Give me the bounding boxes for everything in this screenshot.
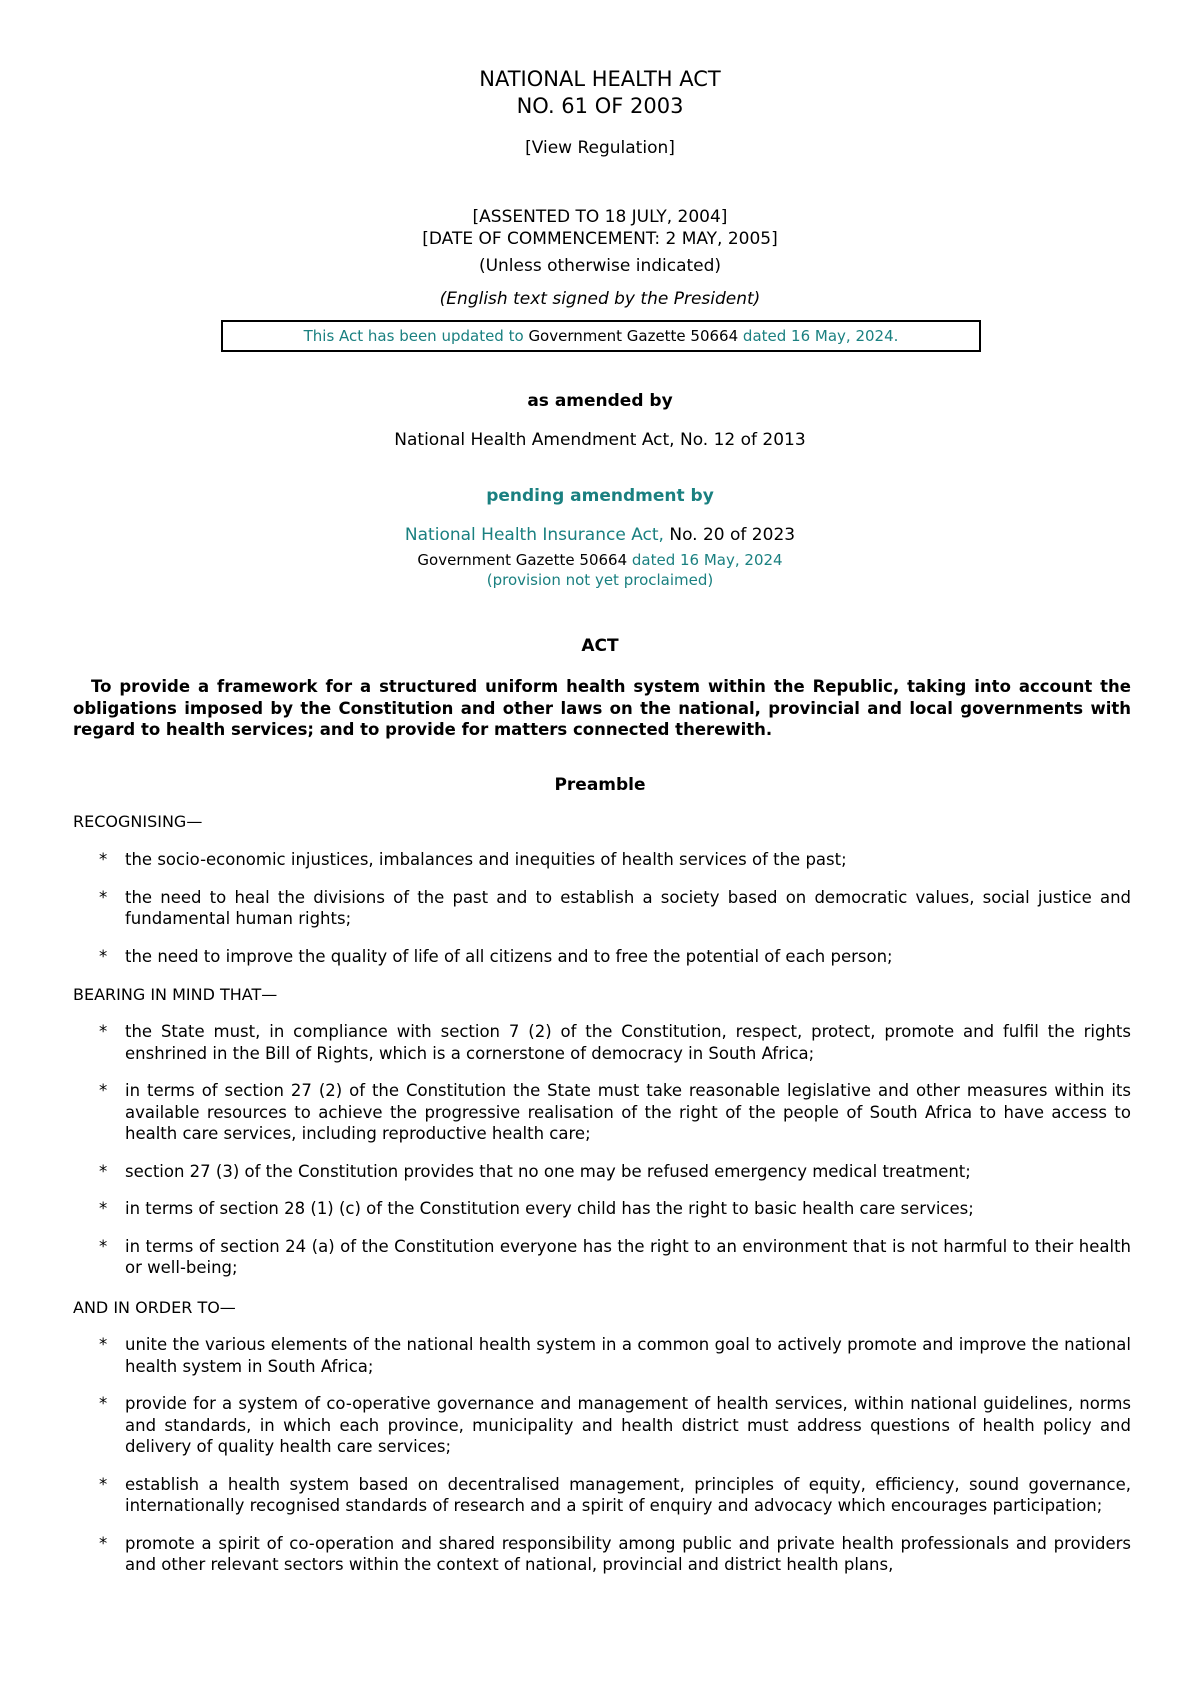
pending-gazette-block xyxy=(0,550,1200,590)
bullet-marker: * xyxy=(99,1533,108,1553)
list-item: * section 27 (3) of the Constitution provides that no one may be refused emergency medical treatment; xyxy=(99,1161,971,1181)
list-item: * the socio-economic injustices, imbalances and inequities of health services of the past; xyxy=(99,850,847,869)
recognising-label: RECOGNISING— xyxy=(73,812,203,831)
order-label: AND IN ORDER TO— xyxy=(73,1298,236,1317)
pending-dated: dated 16 May, 2024 xyxy=(627,551,783,569)
bullet-marker: * xyxy=(99,887,108,907)
amended-by-heading: as amended by xyxy=(527,391,673,411)
assent-block xyxy=(0,206,1200,250)
recognising-list xyxy=(73,849,1131,983)
view-regulation-link[interactable]: [View Regulation] xyxy=(525,138,675,158)
list-item: * the need to improve the quality of life of all citizens and to free the potential of each person; xyxy=(99,946,893,966)
document-title xyxy=(0,66,1200,120)
bullet-marker: * xyxy=(99,1394,108,1413)
list-item: * in terms of section 24 (a) of the Constitution everyone has the right to an environment that is not harmful to their health or well-being; xyxy=(99,1236,1131,1277)
commencement-date: [DATE OF COMMENCEMENT: 2 MAY, 2005] xyxy=(422,229,778,249)
bullet-marker: * xyxy=(99,1335,108,1354)
amending-act: National Health Amendment Act, No. 12 of 2013 xyxy=(394,430,806,450)
list-item: * establish a health system based on decentralised management, principles of equity, efficiency, sound governance, internationally recognised standards of research and a spirit of enquiry and advocacy which encourages participation; xyxy=(99,1474,1131,1515)
bearing-label: BEARING IN MIND THAT— xyxy=(73,985,278,1004)
bullet-marker: * xyxy=(99,1199,108,1218)
update-suffix: dated 16 May, 2024. xyxy=(738,327,899,345)
pending-note: (provision not yet proclaimed) xyxy=(486,571,714,589)
list-item: * promote a spirit of co-operation and shared responsibility among public and private health professionals and providers and other relevant sectors within the context of national, provincial and district health plans, xyxy=(99,1533,1131,1574)
order-list xyxy=(73,1334,1131,1592)
act-long-title: To provide a framework for a structured uniform health system within the Republic, taking into account the obligations imposed by the Constitution and other laws on the national, provincial and local governments with regard to health services; and to provide for matters connected therewith. xyxy=(73,677,1131,739)
bullet-marker: * xyxy=(99,850,108,869)
bullet-marker: * xyxy=(99,946,108,966)
assented-date: [ASSENTED TO 18 JULY, 2004] xyxy=(472,207,728,227)
pending-act-link[interactable]: National Health Insurance Act, xyxy=(404,525,664,545)
pending-gazette-line xyxy=(0,550,1200,570)
preamble-heading: Preamble xyxy=(554,775,646,795)
list-item: * the need to heal the divisions of the past and to establish a society based on democratic values, social justice and fundamental human rights; xyxy=(99,887,1131,928)
bullet-marker: * xyxy=(99,1161,108,1181)
list-item: * in terms of section 28 (1) (c) of the Constitution every child has the right to basic health care services; xyxy=(99,1199,974,1218)
list-item: * in terms of section 27 (2) of the Constitution the State must take reasonable legislative and other measures within its available resources to achieve the progressive realisation of the right of the people of South Africa to have access to health care services, including reproductive health care; xyxy=(99,1081,1131,1143)
act-heading: ACT xyxy=(581,636,619,656)
bullet-marker: * xyxy=(99,1022,108,1041)
update-prefix: This Act has been updated to xyxy=(303,327,529,345)
pending-amendment-heading: pending amendment by xyxy=(486,486,714,506)
list-item: * the State must, in compliance with section 7 (2) of the Constitution, respect, protect, promote and fulfil the rights enshrined in the Bill of Rights, which is a cornerstone of democracy in South Africa; xyxy=(99,1022,1131,1063)
unless-note: (Unless otherwise indicated) xyxy=(478,256,722,276)
bearing-list xyxy=(73,1021,1131,1295)
bullet-marker: * xyxy=(99,1474,108,1494)
update-notice-box xyxy=(221,320,981,352)
list-item: * provide for a system of co-operative governance and management of health services, within national guidelines, norms and standards, in which each province, municipality and health district must address questions of health policy and delivery of quality health care services; xyxy=(99,1394,1131,1456)
title-line-2: NO. 61 OF 2003 xyxy=(516,94,684,118)
bullet-marker: * xyxy=(99,1236,108,1256)
title-line-1: NATIONAL HEALTH ACT xyxy=(479,67,721,91)
pending-act-line xyxy=(0,525,1200,545)
bullet-marker: * xyxy=(99,1081,108,1100)
pending-gazette: Government Gazette 50664 xyxy=(417,551,628,569)
list-item: * unite the various elements of the national health system in a common goal to actively promote and improve the national health system in South Africa; xyxy=(99,1335,1131,1376)
signed-note: (English text signed by the President) xyxy=(439,289,761,309)
pending-act-number: No. 20 of 2023 xyxy=(663,525,796,545)
update-gazette: Government Gazette 50664 xyxy=(528,327,739,345)
